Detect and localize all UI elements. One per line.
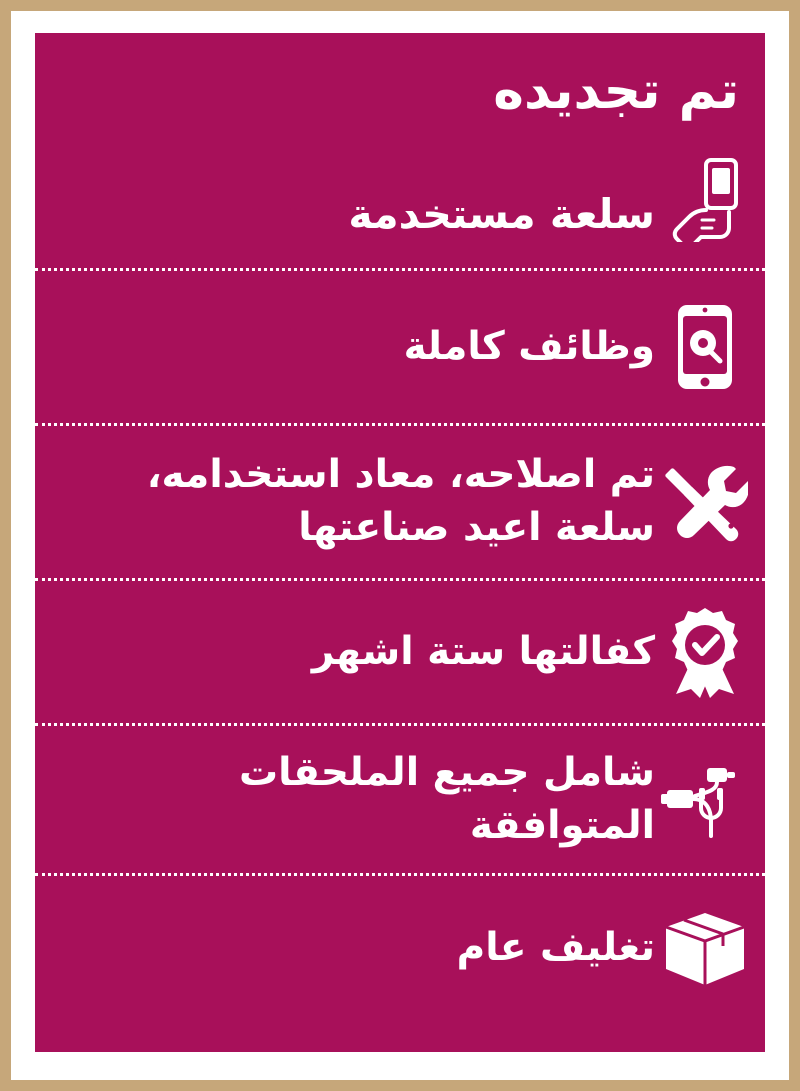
poster-white-mat xyxy=(11,11,789,1080)
poster-panel xyxy=(35,33,765,1052)
feature-row xyxy=(35,33,765,268)
feature-row-text: تغليف عام xyxy=(456,925,655,971)
feature-row-text: كفالتها ستة اشهر xyxy=(311,628,655,674)
feature-row xyxy=(35,268,765,423)
package-box-icon xyxy=(659,909,751,989)
phone-gear-check-icon xyxy=(659,301,751,393)
hand-holding-phone-icon xyxy=(659,156,751,242)
poster-headline: تم تجديده xyxy=(493,61,739,121)
wrench-screwdriver-icon xyxy=(659,461,751,543)
feature-row xyxy=(35,723,765,873)
cables-accessories-icon xyxy=(659,760,751,840)
feature-row-text: شامل جميع الملحقات المتوافقة xyxy=(238,749,655,848)
feature-row xyxy=(35,423,765,578)
warranty-badge-icon xyxy=(659,606,751,698)
feature-row xyxy=(35,873,765,1021)
feature-row xyxy=(35,578,765,723)
feature-row-text: تم اصلاحه، معاد استخدامه، سلعة اعيد صناعتها xyxy=(146,452,655,550)
feature-row-text: وظائف كاملة xyxy=(403,323,655,369)
feature-row-text: سلعة مستخدمة xyxy=(348,189,655,238)
